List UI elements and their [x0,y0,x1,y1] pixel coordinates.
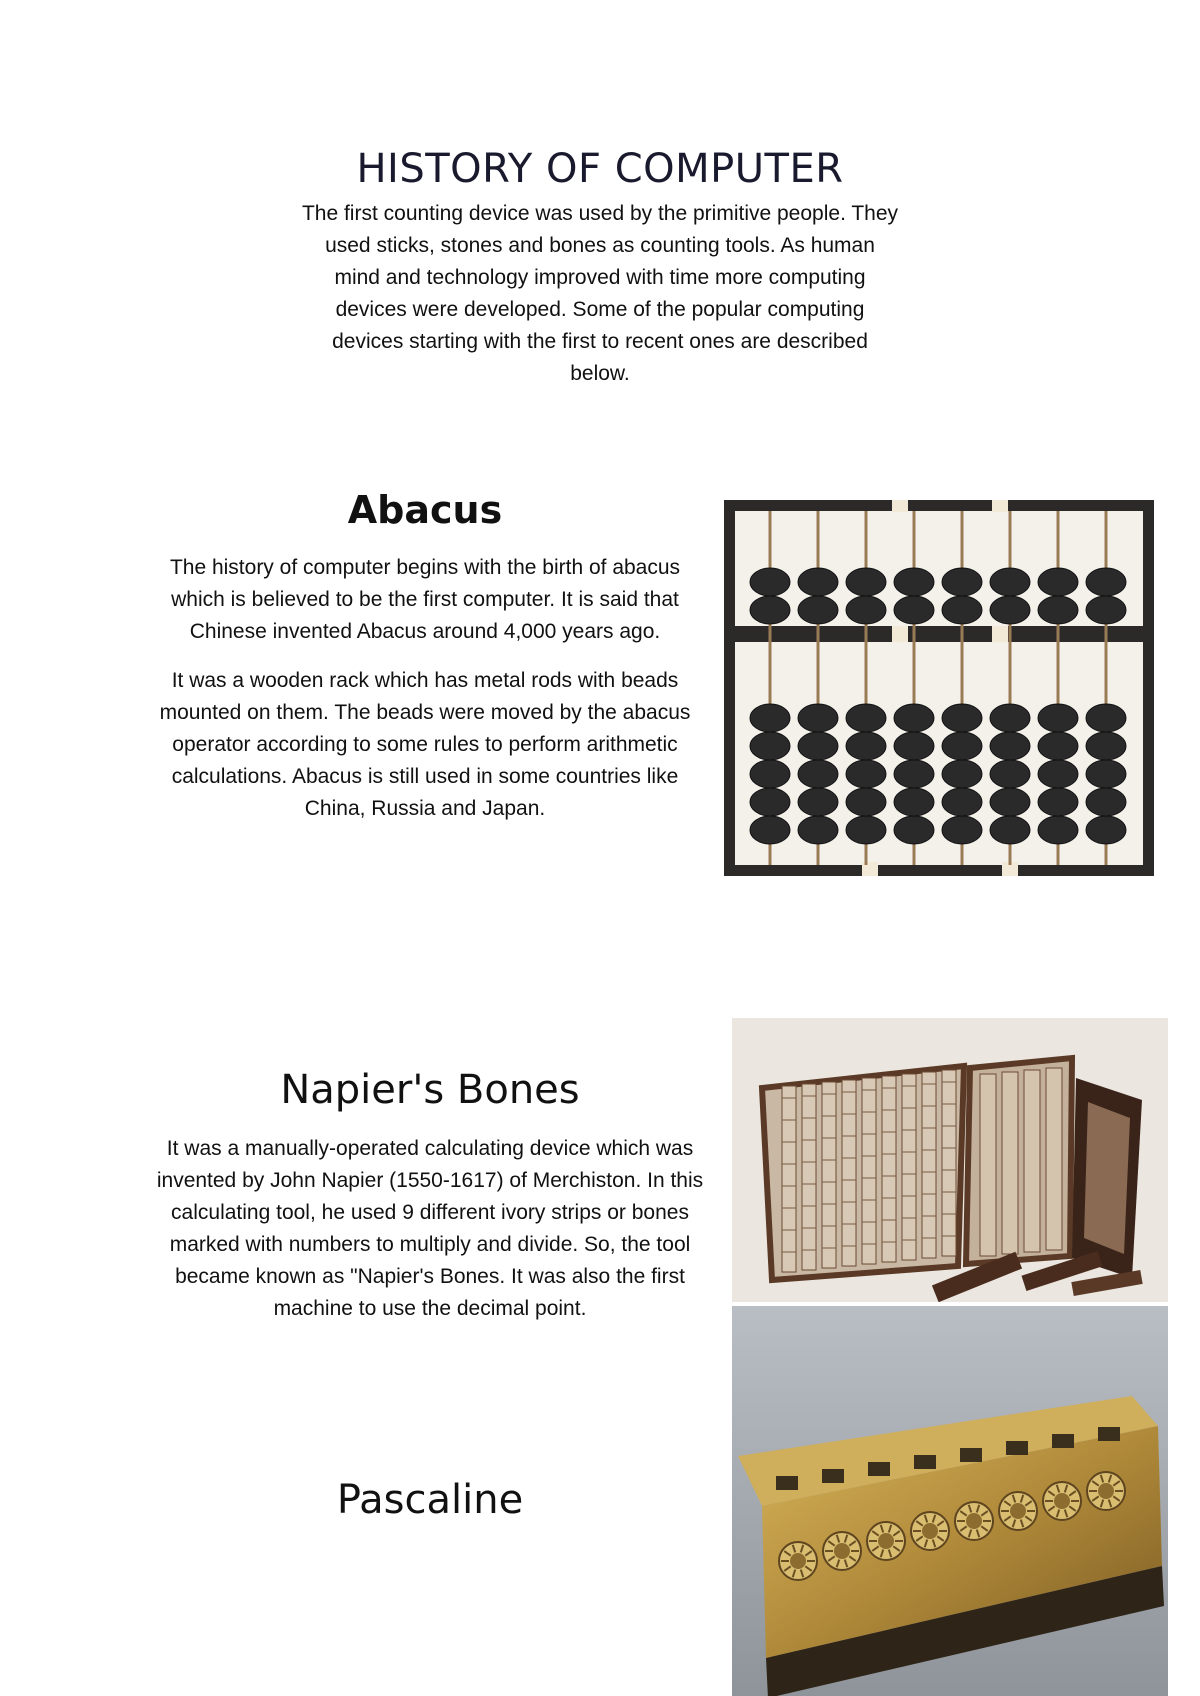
pascaline-heading: Pascaline [336,1477,524,1523]
abacus-paragraph-2: It was a wooden rack which has metal rods with beads mounted on them. The beads were moved by the abacus operator according to some rules to perform arithmetic calculations. Abacus is still used in some countries like China, Russia and Japan. [159,669,691,820]
abacus-heading: Abacus [347,488,503,532]
napier-heading: Napier's Bones [280,1067,580,1113]
abacus-image [724,500,1154,876]
page-title: HISTORY OF COMPUTER [356,146,844,192]
abacus-paragraph-1: The history of computer begins with the birth of abacus which is believed to be the first computer. It is said that Chinese invented Abacus around 4,000 years ago. [169,556,681,643]
intro-paragraph: The first counting device was used by the primitive people. They used sticks, stones and bones as counting tools. As human mind and technology improved with time more computing devices were developed. Some of the popular computing devices starting with the first to recent ones are described below. [301,202,899,385]
napiers-bones-image [732,1018,1168,1302]
napier-paragraph: It was a manually-operated calculating device which was invented by John Napier (1550-1617) of Merchiston. In this calculating tool, he used 9 different ivory strips or bones marked with numbers to multiply and divide. So, the tool became known as "Napier's Bones. It was also the first machine to use the decimal point. [156,1137,704,1320]
pascaline-image [732,1306,1168,1696]
